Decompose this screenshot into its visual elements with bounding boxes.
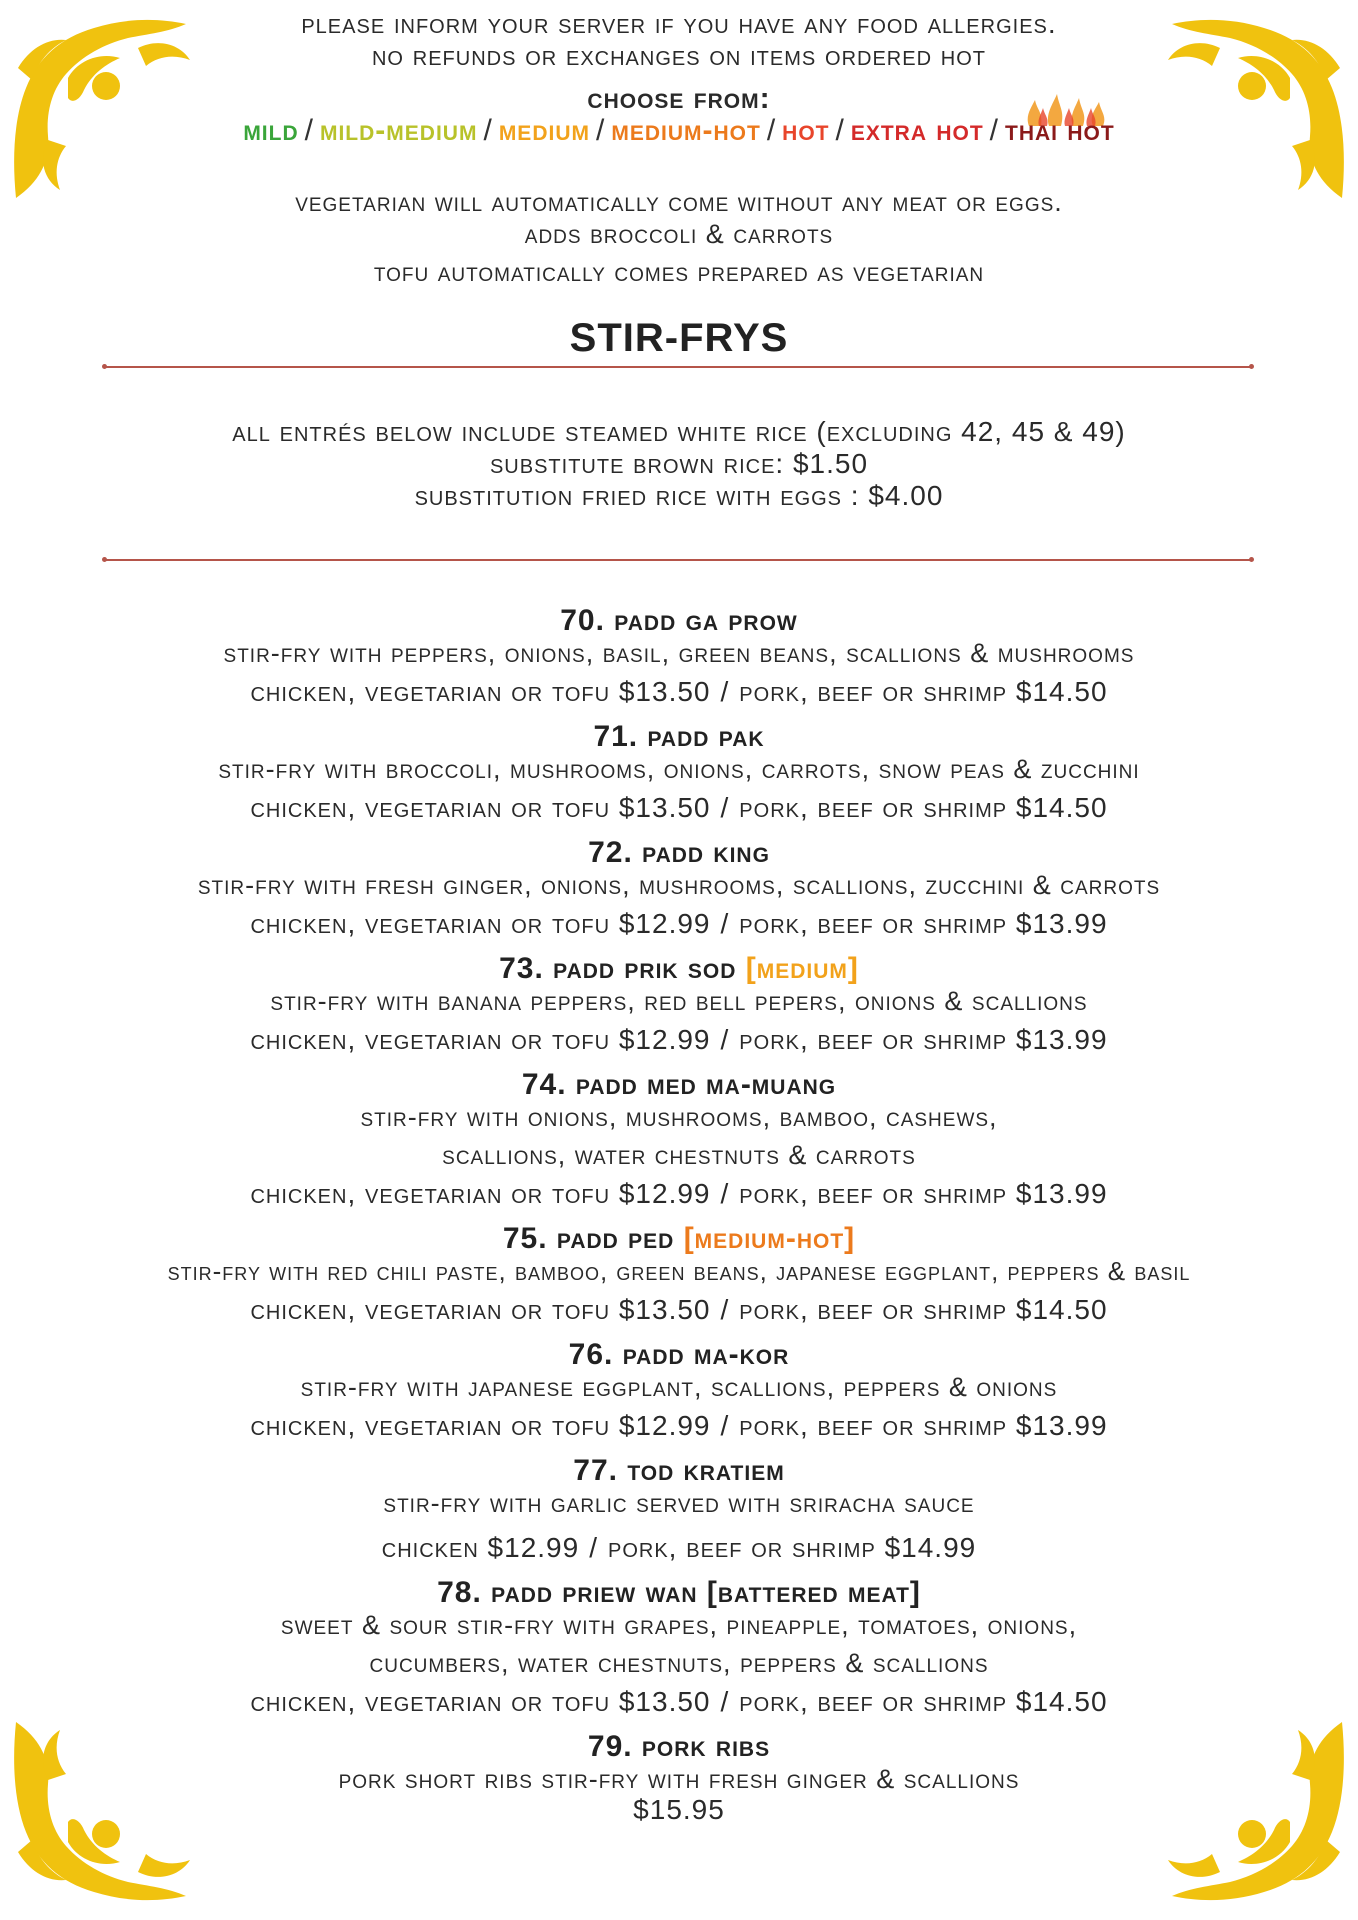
divider-top bbox=[104, 366, 1252, 368]
spice-choose-title: choose from: bbox=[587, 82, 771, 115]
tofu-note: tofu automatically comes prepared as vegetarian bbox=[373, 257, 985, 287]
item-72-price: chicken, vegetarian or tofu $12.99 / pork, beef or shrimp $13.99 bbox=[250, 908, 1108, 939]
item-77-desc: stir-fry with garlic served with sriracha sauce bbox=[383, 1488, 975, 1518]
item-78-price: chicken, vegetarian or tofu $13.50 / pork, beef or shrimp $14.50 bbox=[250, 1686, 1108, 1717]
item-74-desc-line1: stir-fry with onions, mushrooms, bamboo, cashews, bbox=[360, 1102, 998, 1132]
rice-note: all entrés below include steamed white rice (excluding 42, 45 & 49) bbox=[232, 416, 1126, 447]
item-70-price: chicken, vegetarian or tofu $13.50 / pork, beef or shrimp $14.50 bbox=[250, 676, 1108, 707]
item-75-price: chicken, vegetarian or tofu $13.50 / pork, beef or shrimp $14.50 bbox=[250, 1294, 1108, 1325]
item-75-title: 75. padd ped [medium-hot] bbox=[502, 1222, 856, 1255]
item-79-price: $15.95 bbox=[633, 1794, 725, 1825]
item-75-desc: stir-fry with red chili paste, bamboo, green beans, japanese eggplant, peppers & basil bbox=[167, 1256, 1191, 1286]
spice-level-mild: mild bbox=[243, 114, 299, 147]
item-77-title: 77. tod kratiem bbox=[573, 1454, 785, 1487]
vegetarian-note: vegetarian will automatically come without any meat or eggs. bbox=[295, 187, 1063, 217]
spice-level-thai-hot-wrap bbox=[1005, 114, 1115, 148]
divider-bottom bbox=[104, 559, 1252, 561]
spice-level-hot: hot bbox=[782, 114, 830, 147]
item-70-desc: stir-fry with peppers, onions, basil, green beans, scallions & mushrooms bbox=[223, 638, 1135, 668]
item-73-spice-tag: [medium] bbox=[745, 952, 859, 985]
item-73-title: 73. padd prik sod [medium] bbox=[499, 952, 859, 985]
item-76-desc: stir-fry with japanese eggplant, scallions, peppers & onions bbox=[300, 1372, 1058, 1402]
veg-adds-note: adds broccoli & carrots bbox=[524, 219, 834, 249]
spice-level-thai-hot: thai hot bbox=[1005, 114, 1115, 147]
spice-level-medium-hot: medium-hot bbox=[611, 114, 761, 147]
item-73-price: chicken, vegetarian or tofu $12.99 / pork, beef or shrimp $13.99 bbox=[250, 1024, 1108, 1055]
spice-level-extra-hot: extra hot bbox=[850, 114, 984, 147]
item-72-desc: stir-fry with fresh ginger, onions, mushrooms, scallions, zucchini & carrots bbox=[197, 870, 1161, 900]
item-79-title: 79. pork ribs bbox=[587, 1730, 771, 1763]
spice-levels: mild / mild-medium / medium / medium-hot / hot / extra hot / thai hot bbox=[0, 114, 1358, 148]
brown-rice-note: substitute brown rice: $1.50 bbox=[489, 448, 869, 479]
item-71-desc: stir-fry with broccoli, mushrooms, onions, carrots, snow peas & zucchini bbox=[218, 754, 1140, 784]
fried-rice-note: substitution fried rice with eggs : $4.00 bbox=[414, 480, 944, 511]
refund-notice: no refunds or exchanges on items ordered hot bbox=[371, 40, 987, 71]
item-74-price: chicken, vegetarian or tofu $12.99 / pork, beef or shrimp $13.99 bbox=[250, 1178, 1108, 1209]
item-76-price: chicken, vegetarian or tofu $12.99 / pork, beef or shrimp $13.99 bbox=[250, 1410, 1108, 1441]
item-77-price: chicken $12.99 / pork, beef or shrimp $14.99 bbox=[381, 1532, 977, 1563]
item-71-title: 71. padd pak bbox=[593, 720, 765, 753]
item-78-desc-line2: cucumbers, water chestnuts, peppers & scallions bbox=[369, 1648, 989, 1678]
section-title: STIR-FRYS bbox=[569, 316, 789, 360]
spice-level-medium: medium bbox=[498, 114, 590, 147]
item-76-title: 76. padd ma-kor bbox=[568, 1338, 790, 1371]
item-74-title: 74. padd med ma-muang bbox=[521, 1068, 837, 1101]
item-75-spice-tag: [medium-hot] bbox=[683, 1222, 856, 1255]
spice-level-mild-medium: mild-medium bbox=[319, 114, 478, 147]
item-78-desc-line1: sweet & sour stir-fry with grapes, pineapple, tomatoes, onions, bbox=[280, 1610, 1078, 1640]
item-74-desc-line2: scallions, water chestnuts & carrots bbox=[442, 1140, 916, 1170]
allergy-notice: please inform your server if you have any food allergies. bbox=[301, 8, 1057, 39]
item-72-title: 72. padd king bbox=[588, 836, 770, 869]
item-71-price: chicken, vegetarian or tofu $13.50 / pork, beef or shrimp $14.50 bbox=[250, 792, 1108, 823]
item-73-desc: stir-fry with banana peppers, red bell pepers, onions & scallions bbox=[270, 986, 1088, 1016]
item-78-title: 78. padd priew wan [battered meat] bbox=[437, 1576, 921, 1609]
item-79-desc: pork short ribs stir-fry with fresh ginger & scallions bbox=[338, 1764, 1020, 1794]
item-70-title: 70. padd ga prow bbox=[560, 604, 798, 637]
